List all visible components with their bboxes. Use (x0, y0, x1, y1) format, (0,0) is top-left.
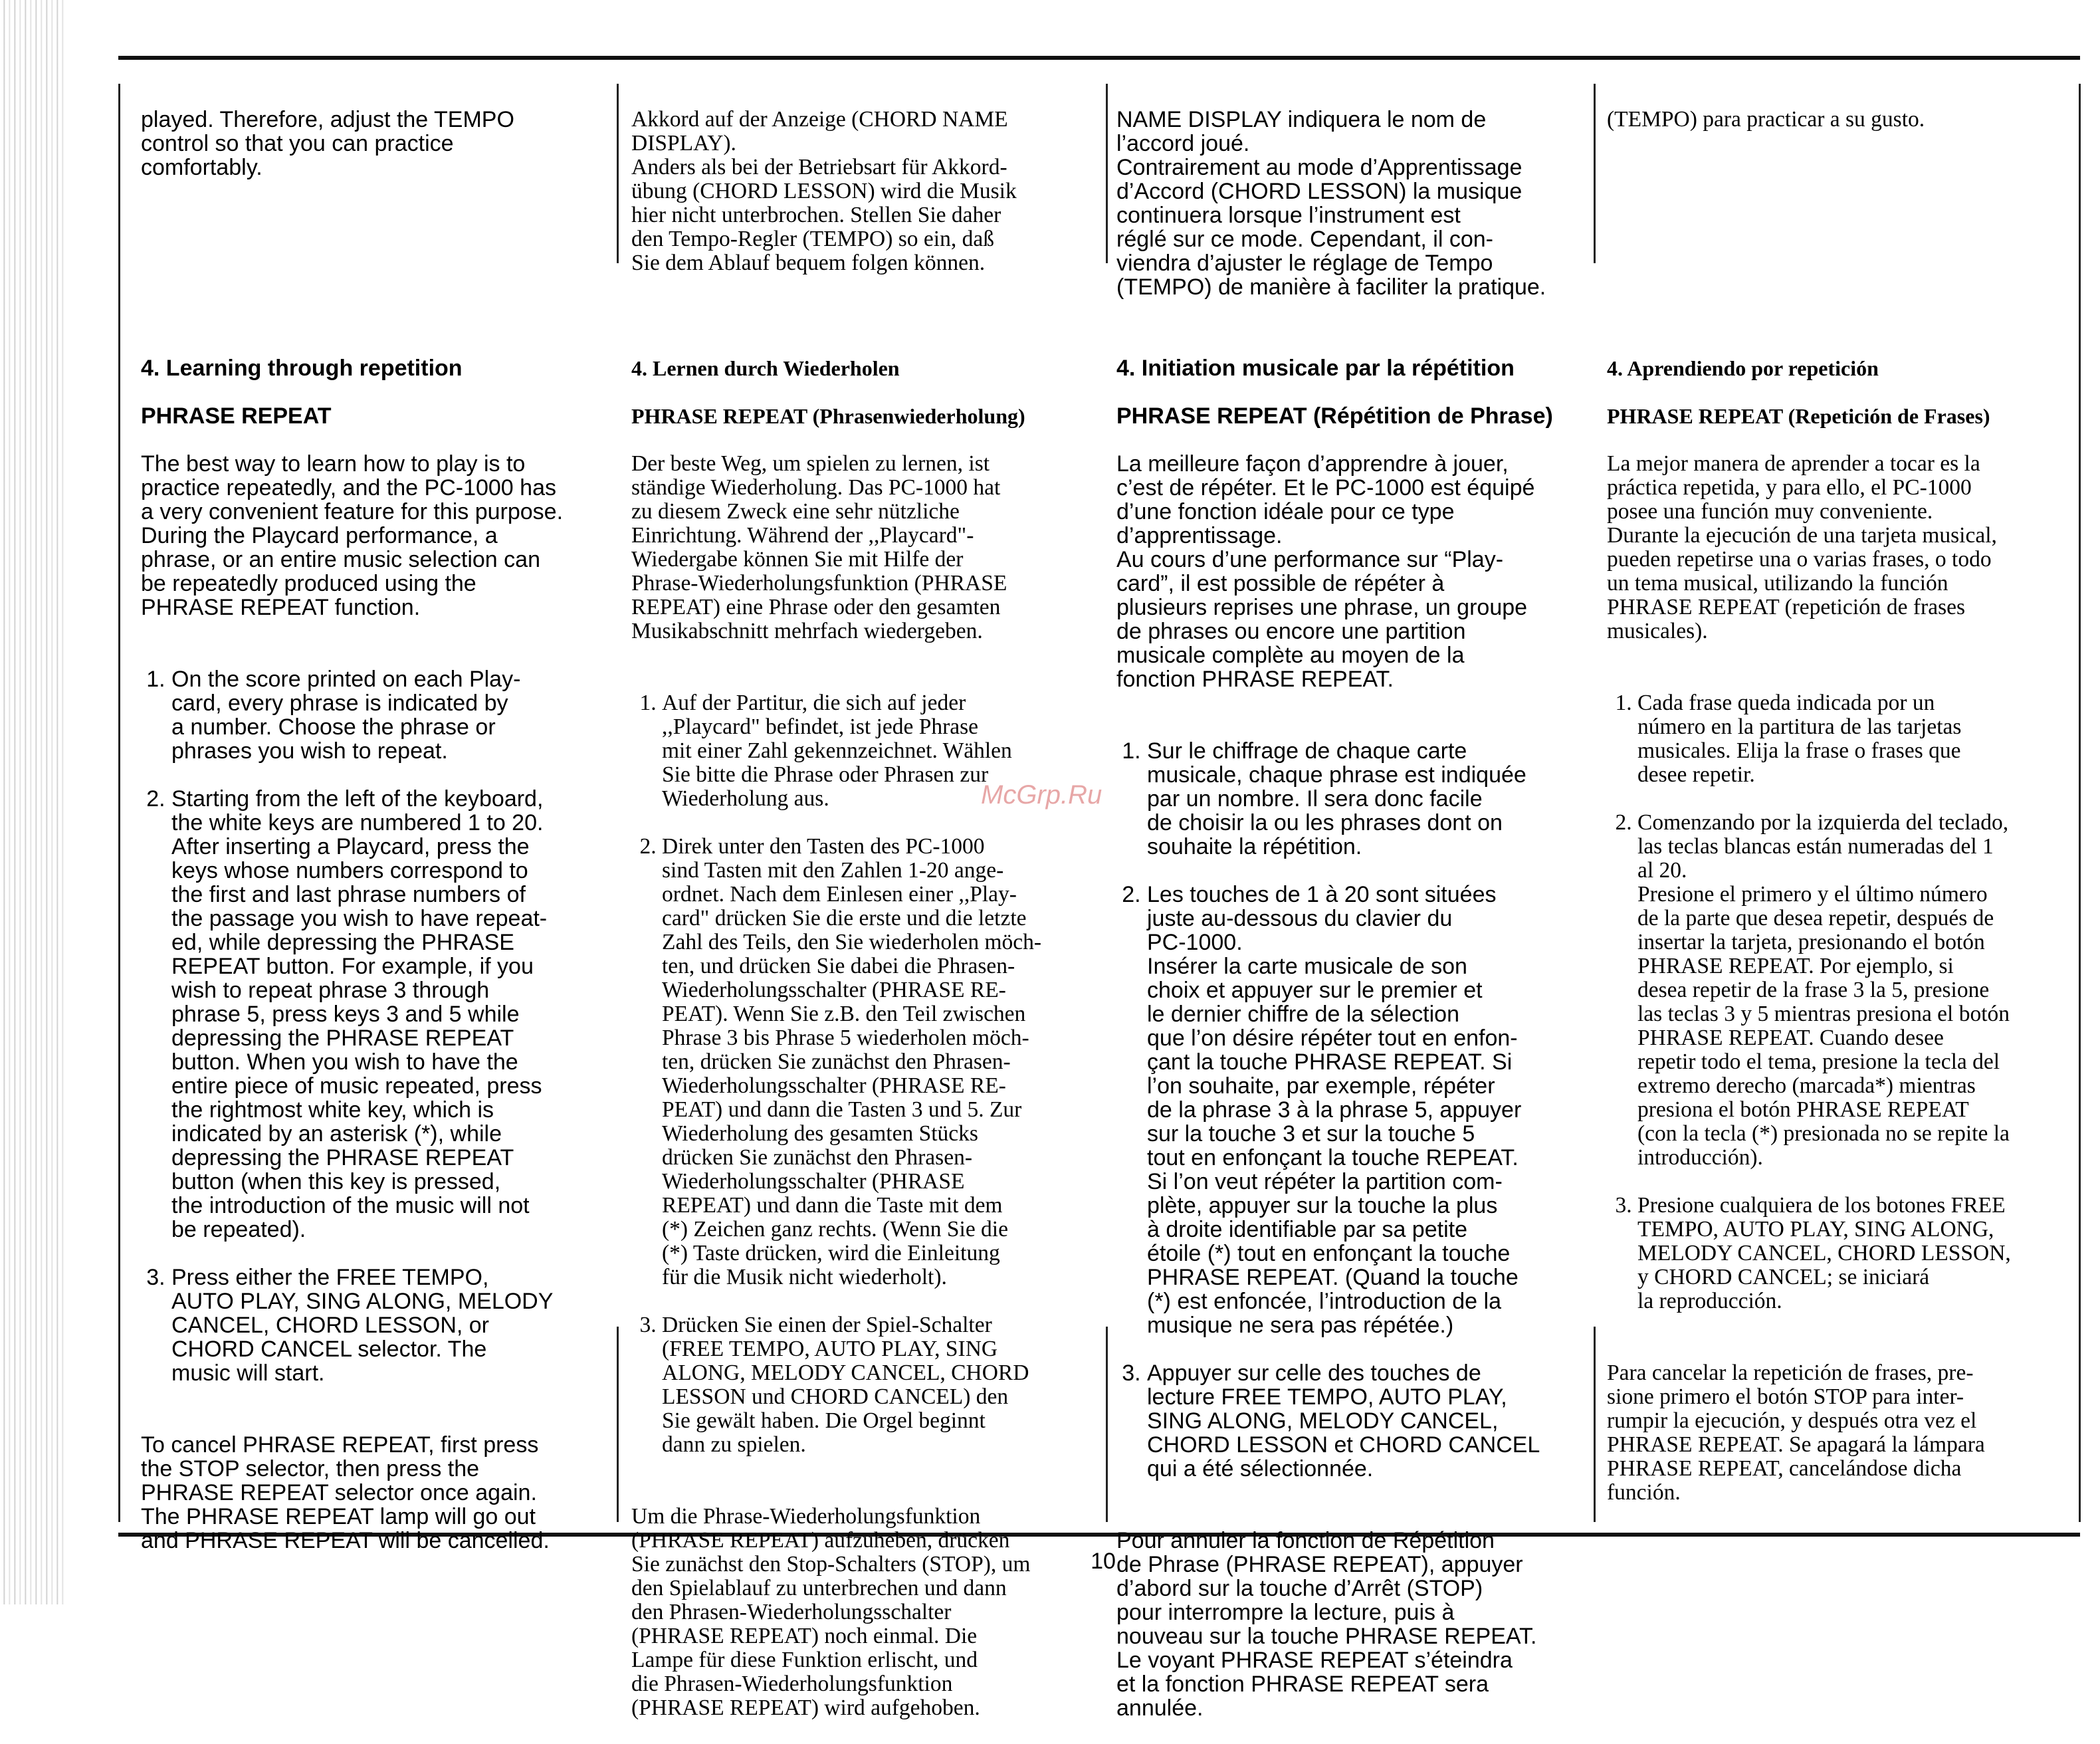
german-step: 1. Auf der Partitur, die sich auf jeder ,,Playcard" befindet, ist jede Phrase mit einer Zahl gekennzeichnet. Wählen Sie bitte die Phrase oder Phrasen zur Wiederholung aus. (662, 691, 1090, 811)
english-step: 3. Press either the FREE TEMPO, AUTO PLAY, SING ALONG, MELODY CANCEL, CHORD LESSON, or CHORD CANCEL selector. The music will start. (171, 1265, 606, 1385)
column-divider-3-top (1594, 84, 1596, 263)
english-subheading: PHRASE REPEAT (141, 403, 332, 429)
english-column (141, 84, 606, 1553)
german-outro: Um die Phrase-Wiederholungsfunktion (PHRASE REPEAT) aufzuheben, drücken Sie zunächst den Stop-Schalters (STOP), um den Spielablauf zu unterbrechen und dann den Phrasen-Wiederholungsschalter (PHRASE REPEAT) noch einmal. Die Lampe für diese Funktion erlischt, und die Phrasen-Wiederholungsfunktion (PHRASE REPEAT) wird aufgehoben. (631, 1504, 1031, 1720)
french-heading: 4. Initiation musicale par la répétition (1116, 356, 1515, 381)
spanish-outro: Para cancelar la repetición de frases, pre- sione primero el botón STOP para inter- rumpir la ejecución, y después otra vez el PHRASE REPEAT. Se apagará la lámpara PHRASE REPEAT, cancelándose dicha función. (1607, 1361, 1985, 1505)
german-intro: Der beste Weg, um spielen zu lernen, ist ständige Wiederholung. Das PC-1000 hat zu diesem Zweck eine sehr nützliche Einrichtung. Während der ,,Playcard"- Wiedergabe können Sie mit Hilfe der Phrase-Wiederholungsfunktion (PHRASE REPEAT) eine Phrase oder den gesamten Musikabschnitt mehrfach wiedergeben. (631, 451, 1007, 643)
spanish-intro: La mejor manera de aprender a tocar es la práctica repetida, y para ello, el PC-1000 posee una función muy conveniente. Durante la ejecución de una tarjeta musical, pueden repetirse una o varias frases, o todo un tema musical, utilizando la función PHRASE REPEAT (repetición de frases musicales). (1607, 451, 1997, 643)
english-step: 1. On the score printed on each Play- card, every phrase is indicated by a number. Choose the phrase or phrases you wish to repeat. (171, 667, 606, 763)
top-rule (118, 56, 2080, 60)
column-divider-1-bottom (617, 1327, 619, 1522)
spanish-heading: 4. Aprendiendo por repetición (1607, 356, 1879, 380)
page-number: 10 (1091, 1549, 1116, 1574)
french-step: 3. Appuyer sur celle des touches de lecture FREE TEMPO, AUTO PLAY, SING ALONG, MELODY CANCEL, CHORD LESSON et CHORD CANCEL qui a été sélectionnée. (1147, 1361, 1582, 1481)
german-step: 3. Drücken Sie einen der Spiel-Schalter (FREE TEMPO, AUTO PLAY, SING ALONG, MELODY CANCEL, CHORD LESSON und CHORD CANCEL) den Sie gewält haben. Die Orgel beginnt dann zu spielen. (662, 1313, 1090, 1457)
english-top-text: played. Therefore, adjust the TEMPO control so that you can practice comfortably. (141, 107, 514, 180)
column-divider-3-bottom (1594, 1327, 1596, 1522)
spanish-subheading: PHRASE REPEAT (Repetición de Frases) (1607, 404, 1990, 428)
german-subheading: PHRASE REPEAT (Phrasenwiederholung) (631, 404, 1025, 428)
spanish-top-text: (TEMPO) para practicar a su gusto. (1607, 107, 1925, 132)
column-divider-right-edge (2079, 84, 2081, 1522)
french-steps (1116, 715, 1582, 1505)
binding-edge (0, 0, 64, 1604)
french-step: 2. Les touches de 1 à 20 sont situées juste au-dessous du clavier du PC-1000. Insérer la carte musicale de son choix et appuyer sur le premier et le dernier chiffre de la sélection que l’on désire répéter tout en enfon- çant la touche PHRASE REPEAT. Si l’on souhaite, par exemple, répéter de la phrase 3 à la phrase 5, appuyer sur la touche 3 et sur la touche 5 tout en enfonçant la touche REPEAT. Si l’on veut répéter la partition com- plète, appuyer sur la touche la plus à droite identifiable par sa petite étoile (*) tout en enfonçant la touche PHRASE REPEAT. (Quand la touche (*) est enfoncée, l’introduction de la musique ne sera pas répétée.) (1147, 883, 1582, 1337)
english-heading: 4. Learning through repetition (141, 356, 463, 381)
spanish-step: 2. Comenzando por la izquierda del teclado, las teclas blancas están numeradas del 1 al 20. Presione el primero y el último número de la parte que desea repetir, después de insertar la tarjeta, presionando el botón PHRASE REPEAT. Por ejemplo, si desea repetir de la frase 3 la 5, presione las teclas 3 y 5 mientras presiona el botón PHRASE REPEAT. Cuando desee repetir todo el tema, presione la tecla del extremo derecho (marcada*) mientras presiona el botón PHRASE REPEAT (con la tecla (*) presionada no se repite la introducción). (1637, 811, 2065, 1170)
french-column (1116, 84, 1582, 1721)
spanish-column (1607, 84, 2065, 1505)
english-steps (141, 643, 606, 1409)
column-divider-1-top (617, 84, 619, 263)
column-divider-2-top (1106, 84, 1108, 263)
english-outro: To cancel PHRASE REPEAT, first press the STOP selector, then press the PHRASE REPEAT selector once again. The PHRASE REPEAT lamp will go out and PHRASE REPEAT will be cancelled. (141, 1432, 550, 1553)
spanish-steps (1607, 667, 2065, 1337)
watermark: McGrp.Ru (981, 780, 1102, 810)
spanish-step: 3. Presione cualquiera de los botones FREE TEMPO, AUTO PLAY, SING ALONG, MELODY CANCEL, CHORD LESSON, y CHORD CANCEL; se iniciará la reproducción. (1637, 1194, 2065, 1313)
french-step: 1. Sur le chiffrage de chaque carte musicale, chaque phrase est indiquée par un nombre. Il sera donc facile de choisir la ou les phrases dont on souhaite la répétition. (1147, 739, 1582, 859)
german-step: 2. Direk unter den Tasten des PC-1000 sind Tasten mit den Zahlen 1-20 ange- ordnet. Nach dem Einlesen einer ,,Play- card" drücken Sie die erste und die letzte Zahl des Teils, den Sie wiederholen möch- ten, und drücken Sie dabei die Phrasen- Wiederholungsschalter (PHRASE RE- PEAT). Wenn Sie z.B. den Teil zwischen Phrase 3 bis Phrase 5 wiederholen möch- ten, drücken Sie zunächst den Phrasen- Wiederholungsschalter (PHRASE RE- PEAT) und dann die Tasten 3 und 5. Zur Wiederholung des gesamten Stücks drücken Sie zunächst den Phrasen- Wiederholungsschalter (PHRASE REPEAT) und dann die Taste mit dem (*) Zeichen ganz rechts. (Wenn Sie die (*) Taste drücken, wird die Einleitung für die Musik nicht wiederholt). (662, 835, 1090, 1289)
column-divider-left-edge (118, 84, 120, 1522)
german-heading: 4. Lernen durch Wiederholen (631, 356, 900, 380)
french-top-text: NAME DISPLAY indiquera le nom de l’accord joué. Contrairement au mode d’Apprentissage d’Accord (CHORD LESSON) la musique continuera lorsque l’instrument est réglé sur ce mode. Cependant, il con- viendra d’ajuster le réglage de Tempo (TEMPO) de manière à faciliter la pratique. (1116, 107, 1546, 300)
french-intro: La meilleure façon d’apprendre à jouer, c’est de répéter. Et le PC-1000 est équipé d’une fonction idéale pour ce type d’apprentissage. Au cours d’une performance sur “Play- card”, il est possible de répéter à plusieurs reprises une phrase, un groupe de phrases ou encore une partition musicale complète au moyen de la fonction PHRASE REPEAT. (1116, 451, 1535, 692)
english-intro: The best way to learn how to play is to practice repeatedly, and the PC-1000 has a very convenient feature for this purpose. During the Playcard performance, a phrase, or an entire music selection can be repeatedly produced using the PHRASE REPEAT function. (141, 451, 564, 620)
french-subheading: PHRASE REPEAT (Répétition de Phrase) (1116, 403, 1553, 429)
french-outro: Pour annuler la fonction de Répétition de Phrase (PHRASE REPEAT), appuyer d’abord sur la touche d’Arrêt (STOP) pour interrompre la lecture, puis à nouveau sur la touche PHRASE REPEAT. Le voyant PHRASE REPEAT s’éteindra et la fonction PHRASE REPEAT sera annulée. (1116, 1528, 1537, 1721)
english-step: 2. Starting from the left of the keyboard, the white keys are numbered 1 to 20. After inserting a Playcard, press the keys whose numbers correspond to the first and last phrase numbers of the passage you wish to have repeat- ed, while depressing the PHRASE REPEAT button. For example, if you wish to repeat phrase 3 through phrase 5, press keys 3 and 5 while depressing the PHRASE REPEAT button. When you wish to have the entire piece of music repeated, press the rightmost white key, which is indicated by an asterisk (*), while depressing the PHRASE REPEAT button (when this key is pressed, the introduction of the music will not be repeated). (171, 787, 606, 1242)
column-divider-2-bottom (1106, 1327, 1108, 1522)
spanish-step: 1. Cada frase queda indicada por un número en la partitura de las tarjetas musicales. Elija la frase o frases que desee repetir. (1637, 691, 2065, 787)
german-top-text: Akkord auf der Anzeige (CHORD NAME DISPLAY). Anders als bei der Betriebsart für Akkord- übung (CHORD LESSON) wird die Musik hier nicht unterbrochen. Stellen Sie daher den Tempo-Regler (TEMPO) so ein, daß Sie dem Ablauf bequem folgen können. (631, 107, 1017, 275)
